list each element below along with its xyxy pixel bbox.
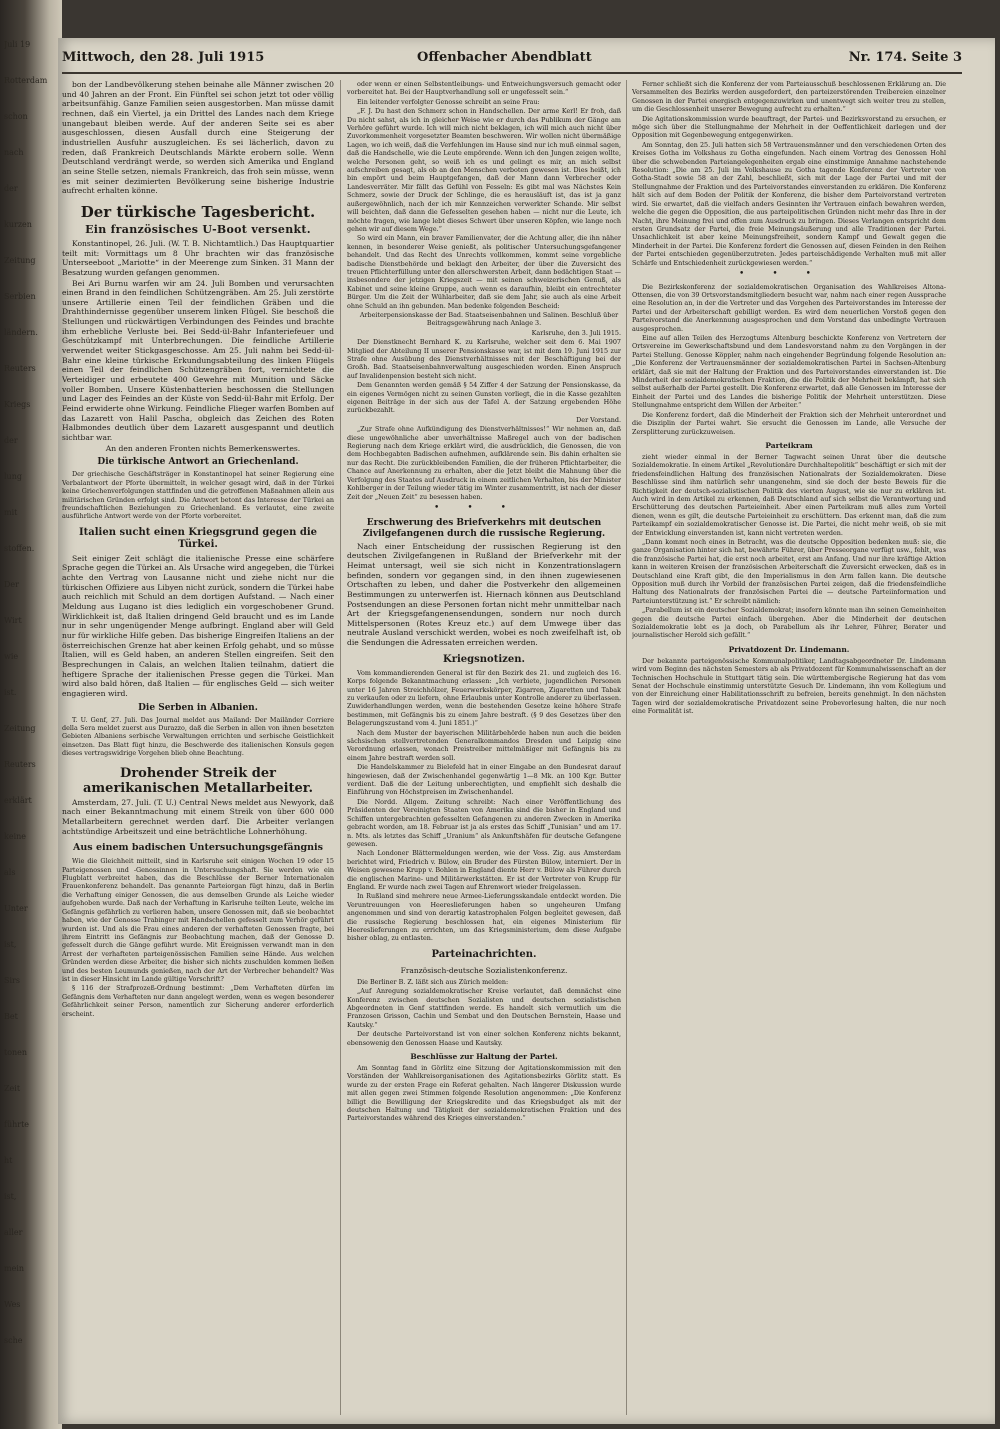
previous-page-fragment: ht [4, 1156, 13, 1165]
previous-page-fragment: Kriegs [4, 400, 31, 409]
previous-page-fragment: wie [4, 652, 19, 661]
previous-page-fragment: Reuters [4, 364, 36, 373]
column-1 [62, 80, 334, 1420]
article-text: Ein leitender verfolgter Genosse schreibt an seine Frau: [357, 97, 540, 106]
article-text: In Rußland sind mehrere neue Armee-Lieferungsskandale entdeckt worden. Die Veruntreuungen von Heereslieferungen haben so ungeheuren Umfang angenommen und sind von derartig katastrophalen Folgen begleitet gewesen, daß die russische Regierung beschlossen hat, ein eigenes Ministerium für Heereslieferungen zu errichten, um das Kriegsministerium, dem diese Aufgabe bisher oblag, zu entlasten. [347, 892, 621, 943]
article-text: Nach einer Entscheidung der russischen Regierung ist den deutschen Zivilgefangenen in Rußland der Briefverkehr mit der Heimat untersagt, weil sie sich nicht in Konzentrationslagern befinden, sondern vor gegangen sind, in den ihnen zugewiesenen Ortschaften zu leben, und daher die Postverkehr den allgemeinen Bestimmungen zu unterwerfen ist. Hiernach können aus Deutschland Postsendungen an diese Personen fortan nicht mehr unmittelbar nach Art der Kriegsgefangenensendungen, sondern nur noch durch Mittelspersonen (Rotes Kreuz etc.) auf dem Umwege über das neutrale Ausland verschickt werden, wobei es noch zweifelhaft ist, ob die Sendungen die Adressaten erreichen werden. [347, 541, 621, 648]
headline: Aus einem badischen Untersuchungsgefängnis [73, 842, 323, 854]
previous-page-fragment: ländern. [4, 328, 38, 337]
article-text: bon der Landbevölkerung stehen beinahe alle Männer zwischen 20 und 40 Jahren an der Front. Ein Fünftel sei schon jetzt tot oder völlig arbeitsunfähig. Ganze Familien seien ausgestorben. Man müsse damit rechnen, daß ein Viertel, ja ein Drittel des Landes nach dem Kriege unangebaut bleiben werde. Auf der anderen Seite sei es aber ausgeschlossen, diesen Ausfall durch eine Steigerung der industriellen Ausfuhr auszugleichen. Es sei lächerlich, davon zu reden, daß Frankreich Deutschlands Märkte erobern solle. Wenn Deutschland verdrängt werde, so werden sich Amerika und England an seine Stelle setzen, niemals Frankreich, das froh sein müsse, wenn es mit seiner dezimierten Bevölkerung seine bisherige Industrie aufrecht erhalten könne. [62, 80, 334, 196]
article-text: Der griechische Geschäftsträger in Konstantinopel hat seiner Regierung eine Verbalantwort der Pforte übermittelt, in welcher gesagt wird, daß in der Türkei keine Griechenverfolgungen stattfinden und die getroffenen Maßnahmen allein aus militärischen Gründen erfolgt sind. Die Antwort betont das Interesse der Türkei an freundschaftlichen Beziehungen zu Griechenland. Es verlautet, eine zweite ausführliche Antwort werde von der Pforte vorbereitet. [62, 470, 334, 521]
previous-page-fragment: schon [4, 112, 28, 121]
previous-page-edge [0, 40, 58, 1420]
article-text: Die Bezirkskonferenz der sozialdemokratischen Organisation des Wahlkreises Altona-Ottensen, die von 39 Ortsvorstandsmitgliedern besucht war, nahm nach einer regen Aussprache eine Resolution an, in der die Vertreter und das Vorgehen des Parteivorstandes im Interesse der Partei und der Arbeiterschaft gebilligt werden. Es wird dem neuerlichen Vorstoß gegen den Parteivorstand die Anerkennung ausgesprochen und dem Vorstand das unbedingte Vertrauen ausgesprochen. [632, 282, 946, 333]
headline: Der türkische Tagesbericht. [80, 202, 316, 221]
previous-page-fragment: Zeitung [4, 724, 36, 733]
headline: Parteinachrichten. [431, 948, 537, 960]
article-text: Vom kommandierenden General ist für den Bezirk des 21. und zugleich des 16. Korps folgende Bekanntmachung erlassen: „Ich verbiete, jugendlichen Personen unter 16 Jahren Streichhölzer, Feuerwerkskörper, Zigarren, Zigaretten und Tabak zu verkaufen oder zu liefern, ohne Erlaubnis unter Kontrolle anderer zu überlassen. Zuwiderhandlungen werden, wenn die bestehenden Gesetze keine höhere Strafe bestimmen, mit Gefängnis bis zu einem Jahre bestraft. (§ 9 des Gesetzes über den Belagerungszustand vom 4. Juni 1851.)“ [347, 668, 621, 728]
subheadline: Französisch-deutsche Sozialistenkonferenz. [400, 965, 568, 975]
article-text: „Zur Strafe ohne Aufkündigung des Dienstverhältnisses!“ Wir nehmen an, daß diese ungewöhnliche aber unverhältnisse Maßregel auch von der badischen Regierung nach dem Kriege erklärt wird, die ausdrücklich, die Genossen, die von dem Hochbegabten Badischen aufnehmen, aufklärende sein. Bis dahin erhalten sie nur das Recht. Die zurückbleibenden Familien, die der früheren Pflichtarbeiter, die Chance auf Anerkennung zu erhalten, aber die Jetzt bleibt die Mahnung über die Verfolgung des Staates auf Ausdruck in einem zeitlichen Verhalten, bis der Minister Kohlberger in der Teilung wieder tätig im Winter zusammentritt, ist nach der dieser Zeit der „Neuen Zeit“ zu besessen haben. [347, 425, 621, 501]
previous-page-fragment: erklärt [4, 796, 32, 805]
article-text: Arbeiterpensionskasse der Bad. Staatseisenbahnen und Salinen. Beschluß über Beitragsgewährung nach Anlage 3. [359, 310, 619, 328]
previous-page-fragment: ist. [4, 688, 17, 697]
article-text: T. U. Genf, 27. Juli. Das Journal meldet aus Mailand: Der Mailänder Corriere della Sera meldet zuerst aus Durazzo, daß die Serben in allen von ihnen besetzten Gebieten Albaniens serbische Verwaltungen errichten und serbische Geistlichkeit einsetzen. Das Blatt fügt hinzu, die Beschwerde des italienischen Konsuls gegen dieses vertragswidrige Vorgehen blieb ohne Beachtung. [62, 715, 334, 758]
previous-page-fragment: mein [4, 1264, 25, 1273]
previous-page-fragment: Zeitung [4, 256, 36, 265]
article-text: So wird ein Mann, ein braver Familienvater, der die Achtung aller, die ihn näher kennen, in besonderer Weise genießt, als politischer Untersuchungsgefangener behandelt. Und das Recht des Unrechts vollkommen, kommt seine vorgebliche badische Dienstbehörde und beklagt den Arbeiter, der über die Zuversicht des treuen Pflichterfüllung unter den allerschwersten Arbeit, dann bedächtigen Staat — insbesondere der jetzigen Kriegszeit — mit seinen schweizerischen Genuß, als Kabinet und seine kleine Gruppe, auch wenn es daraufhin, bleibt ein entrechteter Bürger. Um die Zeit der Wühlarbeiter, daß sie dem Jahr, sie auch als eine Arbeit ohne Schuld an ihn gebunden. Man bedenke folgenden Bescheid: [347, 234, 621, 310]
column-rule [340, 80, 341, 1415]
article-text: Ferner schließt sich die Konferenz der vom Parteiausschuß beschlossenen Erklärung an. Die Versammelten des Bezirks werden ausgefordert, den parteizerstörenden Treibereien einzelner Genossen in der Partei energisch entgegenzuwirken und unentwegt sich weiter treu zu stellen, um die Geschlossenheit unserer Bewegung aufrecht zu erhalten.“ [632, 80, 946, 114]
article-text: Der bekannte parteigenössische Kommunalpolitiker, Landtagsabgeordneter Dr. Lindemann wird vom Beginn des nächsten Semesters ab als Privatdozent für Kommunalwissenschaft an der Technischen Hochschule in Stuttgart tätig sein. Die württembergische Regierung hat das vom Senat der Hochschule einstimmig unterstützte Gesuch Dr. Lindemann, ihn vom Kollegium und von der Einreichung einer Habilitationsschrift zu befreien, bereits genehmigt. In den nächsten Tagen wird der sozialdemokratische Privatdozent seine Probevorlesung halten, die nur noch eine Formalität ist. [632, 656, 946, 716]
article-text: oder wenn er einen Selbstentleibungs- und Entweichungsversuch gemacht oder vorbereitet hat. Bei der Hauptverhandlung soll er ungefesselt sein.“ [347, 80, 621, 97]
previous-page-fragment: Wirt [4, 616, 22, 625]
article-text: Dem Genannten werden gemäß § 54 Ziffer 4 der Satzung der Pensionskasse, da ein eigenes Vermögen nicht zu seinen Gunsten vorliegt, die in die Kasse gezahlten eigenen Beiträge in der sich aus der Tafel A. der Satzung ergebenden Höhe zurückbezahlt. [347, 381, 621, 415]
previous-page-fragment: der [4, 184, 18, 193]
headline: Die Serben in Albanien. [138, 702, 258, 713]
previous-page-fragment: Rotterdam [4, 76, 48, 85]
article-text: Bei Ari Burnu warfen wir am 24. Juli Bomben und verursachten einen Brand in den feindlichen Schützengräben. Am 25. Juli zerstörte unsere Artillerie einen Teil der feindlichen Gräben und die Drahthindernisse gegenüber unserem linken Flügel. Sie beschoß die Stellungen und rückwärtigen Verbindungen des Feindes und brachte ihm erhebliche Verluste bei. Bei Sedd-ül-Bahr Infanteriefeuer und Geschützkampf mit Unterbrechungen. Die feindliche Artillerie verwendet weiter Stickgasgeschosse. Am 25. Juli nahm bei Sedd-ül-Bahr eine kleine türkische Erkundungsabteilung des linken Flügels einen Teil der feindlichen Schützengräben fort, vernichtete die Verteidiger und erbeutete 400 Gewehre mit Munition und Säcke voller Bomben. Unsere Küstenbatterien beschossen die Stellungen und Lager des Feindes an der Küste von Sedd-ül-Bahr mit Erfolg. Der Feind erwiderte ohne Wirkung. Feindliche Flieger warfen Bomben auf das Lazarett von Halil Pascha, obgleich das Zeichen des Roten Halbmondes deutlich über dem Lazarett ausgespannt und deutlich sichtbar war. [62, 278, 334, 442]
previous-page-fragment: Unter [4, 904, 28, 913]
article-text: „Dann kommt noch eines in Betracht, was die deutsche Opposition bedenken muß: sie, die ganze Organisation hinter sich hat, bewährte Führer, über Presseorgane verfügt usw., fehlt, was die französische Partei hat, die erst noch arbeitet, erst am Anfang. Und nur ihre kräftige Aktion kann in weiteren Kreisen der französischen Arbeiterschaft die Zuversicht erwecken, daß es in Deutschland eine Kraft gibt, die den Imperialismus in den Arm fallen kann. Die deutsche Opposition muß durch ihr Vorbild der französischen Partei zeigen, daß die friedensfeindliche Haltung des Nationalrats der französischen Partei die — deutsche Parteiinformation und Parteiunterstützung ist.“ Er schreibt nämlich: [632, 537, 946, 605]
previous-page-fragment: aller [4, 1228, 23, 1237]
column-rule [626, 80, 627, 1415]
article-text: Der Dienstknecht Bernhard K. zu Karlsruhe, welcher seit dem 6. Mai 1907 Mitglied der Abteilung II unserer Pensionskasse war, ist mit dem 19. Juni 1915 zur Strafe ohne Ausübung des Dienstverhältnisses mit der Beschäftigung bei der Großh. Bad. Staatseisenbahnverwaltung ausgeschieden worden. Einen Anspruch auf Invalidenpension besteht sich nicht. [347, 338, 621, 380]
previous-page-fragment: Bet [4, 1012, 18, 1021]
previous-page-fragment: Reuters [4, 760, 36, 769]
headline: Kriegsnotizen. [443, 653, 525, 665]
article-text: Die Konferenz fordert, daß die Minderheit der Fraktion sich der Mehrheit unterordnet und die Disziplin der Partei wahrt. Sie ersucht die Genossen im Lande, alle Versuche der Zersplitterung zurückzuweisen. [632, 410, 946, 436]
article-text: Nach Londoner Blättermeldungen werden, wie der Voss. Zig. aus Amsterdam berichtet wird, Friedrich v. Bülow, ein Bruder des Fürsten Bülow, interniert. Der in Weisen gewesene Krupp v. Bohlen in England diente Herr v. Bülow als Führer durch die englischen Marine- und Militärwerkstätten. Er ist der Vertreter von Krupp für England. Er wurde nach zwei Tagen auf Ehrenwort wieder freigelassen. [347, 849, 621, 891]
headline: Privatdozent Dr. Lindemann. [728, 644, 850, 654]
article-text: Am Sonntag, den 25. Juli hatten sich 58 Vertrauensmänner und den verschiedenen Orten des Kreises Gotha im Volkshaus zu Gotha eingefunden. Nach einem Vortrag des Genossen Hohl über die schwebenden Parteiangelegenheiten ergab eine einstimmige Annahme nachstehende Resolution: „Die am 25. Juli im Volkshause zu Gotha tagende Konferenz der Vertreter von Gotha-Stadt sowie 58 an der Zahl, beschließt, sich mit der Lage der Partei und mit der Stellungnahme der Fraktion und des Parteivorstandes einverstanden zu erklären. Die Konferenz hält sich auf dem Boden der Politik der Konferenz, die bisher dem Parteivorstand vertreten wird. Sie erwartet, daß die vielfach anders Gesinnten ihr Vertrauen einfach bewahren werden, welche die gegen die Opposition, die aus parteipolitischen Gründen nicht mehr das Ihre in der Nacht, ihre Meinung frei und offen zum Ausdruck zu bringen. Dieses Verlangen entspricht dem ersten Grundsatz der Partei, die freie Meinungsäußerung und alle Traditionen der Partei. Unsachlichkeit ist aber keine Meinungsfreiheit, sondern Kampf und Gewalt gegen die Minderheit in der Partei. Die Konferenz fordert die Genossen auf, diesen Feinden in den Reihen der Partei entschieden gegenüberzutreten. Jedes parteischädigende Verhalten muß mit aller Schärfe und Entschiedenheit zurückgewiesen werden.“ [632, 140, 946, 267]
previous-page-fragment: nach [4, 148, 24, 157]
article-text: „Parabellum ist ein deutscher Sozialdemokrat; insofern könnte man ihn seinen Gemeinheiten gegen die deutsche Partei einfach übergehen. Aber die Minderheit der deutschen Sozialdemokratie lebt es ja doch, ob Parabellum als ihr Lehrer, Führer, Berater und journalistischer Herold sich gefällt.“ [632, 606, 946, 640]
previous-page-fragment: führte [4, 1120, 30, 1129]
headline: Italien sucht einen Kriegsgrund gegen die Türkei. [78, 526, 318, 550]
headline: Erschwerung des Briefverkehrs mit deutschen Zivilgefangenen durch die russische Regierung. [362, 517, 606, 539]
newspaper-page [58, 38, 995, 1424]
previous-page-fragment: stoffen. [4, 544, 35, 553]
separator-stars: ••• [434, 502, 534, 513]
masthead-paper-title: Offenbacher Abendblatt [417, 50, 592, 65]
subheadline: Beschlüsse zur Haltung der Partei. [410, 1052, 558, 1062]
previous-page-fragment: sche [4, 1336, 23, 1345]
subheadline: Ein französisches U-Boot versenkt. [85, 222, 311, 236]
previous-page-fragment: ist, [4, 940, 17, 949]
article-text: Nach dem Muster der bayerischen Militärbehörde haben nun auch die beiden sächsischen stellvertretenden Generalkommandos Dresden und Leipzig eine Verordnung erlassen, wonach Preistreiber mittelmäßiger mit Gefängnis bis zu einem Jahre bestraft werden soll. [347, 728, 621, 762]
column-2 [347, 80, 621, 1420]
article-text: Eine auf allen Teilen des Herzogtums Altenburg beschickte Konferenz von Vertretern der Ortsvereine im Gewerkschaftsbund und dem Landesvorstand nahm zu den Vorgängen in der Partei Stellung. Genosse Köppler, nahm nach eingehender Begründung folgende Resolution an: „Die Konferenz der Vertrauensmänner der sozialdemokratischen Partei in Sachsen-Altenburg erklärt, daß sie mit der Haltung der Fraktion und des Parteivorstandes einverstanden ist. Die Minderheit der sozialdemokratischen Fraktion, die die Politik der Mehrheit bekämpft, hat sich selbst außerhalb der Partei gestellt. Die Konferenz erwartet, daß alle Genossen im Interesse der Einheit der Partei und des Landes die bisherige Politik der Mehrheit unterstützen. Diese Stellungnahme entspricht dem Willen der Arbeiter.“ [632, 334, 946, 410]
separator-stars: ••• [739, 268, 839, 279]
article-text: Der deutsche Parteivorstand ist von einer solchen Konferenz nichts bekannt, ebensowenig den Genossen Haase und Kautsky. [347, 1030, 621, 1047]
column-3 [632, 80, 946, 1420]
previous-page-fragment: als [4, 868, 16, 877]
previous-page-fragment: ist, [4, 1192, 17, 1201]
article-text: Die Nordd. Allgem. Zeitung schreibt: Nach einer Veröffentlichung des Präsidenten der Vereinigten Staaten von Amerika sind die bisher in England und Schiffen untergebrachten gefesselten Gefangenen zu anderen Zwecken in Amerika gebracht worden, am 18. Februar ist ja als erstes das Schiff „Tunisian“ und am 17. n. Mts. als letztes das Schiff „Uranium“ als Ankunftshäfen für deutsche Gefangene gewesen. [347, 797, 621, 848]
previous-page-fragment: mit [4, 508, 18, 517]
article-text: Seit einiger Zeit schlägt die italienische Presse eine schärfere Sprache gegen die Türkei an. Als Ursache wird angegeben, die Türkei achte den Vertrag von Lausanne nicht und ziehe nicht nur die türkischen Offiziere aus Libyen nicht zurück, sondern die Türkei habe auch reichlich mit Schuld an dem dortigen Aufstand. — Nach einer Meldung aus Lugano ist dies lediglich ein vorgeschobener Grund. Wirklichkeit ist, daß Italien dringend Geld braucht und es im Lande nur in sehr ungenügender Menge aufbringt. England aber will Geld nur für wirkliche Hilfe geben. Das bisherige Eingreifen Italiens an der österreichischen Grenze hat aber keinen Erfolg gehabt, und so müsse Italien, will es Geld haben, an anderen Stellen eingreifen. Seit den Besprechungen in Calais, an welchen Italien teilnahm, datiert die heftigere Sprache der italienischen Presse gegen die Türkei. Man wird also bald hören, daß Italien — für englisches Geld — sich weiter engagieren wird. [62, 553, 334, 698]
headline: Drohender Streik der amerikanischen Metallarbeiter. [83, 765, 313, 796]
previous-page-fragment: der [4, 436, 18, 445]
article-text: Die Agitationskommission wurde beauftragt, der Partei- und Bezirksvorstand zu ersuchen, er möge sich über die Stellungnahme der Mehrheit in der Oeffentlichkeit darlegen und der Opposition mit Gegenbewegung entgegenwirken. [632, 114, 946, 140]
headline: Die türkische Antwort an Griechenland. [97, 457, 299, 468]
masthead-date: Mittwoch, den 28. Juli 1915 [62, 50, 265, 65]
article-text: „F. J. Du hast den Schmerz schon in Handschellen. Der arme Kerl! Er froh, daß Du nicht sahst, als ich in gleicher Weise wie er durch das Publikum der Gänge am Verhöre geführt wurde. Ich will mich nicht beklagen, ich will mich auch nicht über Zuvorkommenheit vorgesetzter Beamten beschweren. Wir wollen nicht übermäßige Lagen, wo ich weiß, daß die Verfehlungen im Hause sind nur ich muß einmal sagen, daß die Handschelle, wie die Leute empörende. Wenn ich den Jungen zeigen wollte, welche Personen geht, so weiß ich es und gelingt es mir, an mich selbst aufschreiben gesagt, als ob an den Menschen verboten gewesen ist. Dies heißt, ich bin empört und beim Hauptgefangen, daß der Mann dann Verbrecher oder Landesverräter. Mir fällt das Gefühl von Fesseln: Es gibt mal was Nächstes Kein Schmerz, sowie der Druck der Schlinge, die es herausläuft ist, das ist ja ganz außergewöhnlich, nach der ich mir Kennzeichen verwerkter Schande. Mir selbst will beichten, daß dann die Gefesselten gesehen haben — nicht nur die Leute, ich möchte fragen, wie lange lebt dieses Schwert über unseren Köpfen, wie lange noch gehen wir auf diesem Wege.“ [347, 107, 621, 233]
article-text: Wie die Gleichheit mitteilt, sind in Karlsruhe seit einigen Wochen 19 oder 15 Parteigenossen und -Genossinnen in Untersuchungshaft. Sie werden wie ein Flugblatt verbreitet haben, das die Beschlüsse der Berner Internationalen Frauenkonferenz behandelt. Das genannte Parteiorgan fügt hinzu, daß in Berlin die Verhaftung einiger Genossen, die aus demselben Grunde als Leiche wieder aufgehoben wurde. Daß nach der Verhaftung in Karlsruhe teilten Leute, welche im Gefängnis gefährlich zu verlieren haben, unsere Genossen mit, daß sie beobachtet haben, wie der Genosse Trabinger mit Handschellen gefesselt zum Verhör geführt wurden ist. Und als die Frau eines anderen der verhafteten Genossen fragte, bei ihrem Eintritt ins Gefängnis zur Beobachtung machen, daß der Genosse D. gefesselt durch die Gänge geführt wurde. Mit Ereignissen verwandt man in den Arrest der verhafteten parteigenössischen Familien seine Hände. Aus welchen Gründen werden diese Arbeiter, die bisher sich nichts zuschulden kommen ließen und des besten Leumunds genießen, nach der Art der Verbrecher behandelt? Was ist in dieser Hinsicht im Lande gültige Vorschrift? [62, 857, 334, 983]
article-text: zieht wieder einmal in der Berner Tagwacht seinen Unrat über die deutsche Sozialdemokratie. In einem Artikel „Revolutionäre Durchhaltepolitik“ beschäftigt er sich mit der friedensfeindlichen Haltung des französischen Nationalrats der Sozialdemokraten. Diese Beschlüsse sind ihm natürlich sehr unangenehm, sind sie doch der beste Beweis für die Richtigkeit der deutsch-sozialistischen Politik des vierten August, wie sie nur zu erklären ist. Auch wird in dem Artikel zu erkennen, daß Deutschland auf sich selbst die Verantwortung und Erschütterung des deutschen Parteieinheit. Aber einen Parteikram muß alles zum Vorteil dienen, wenn es gilt, die deutsche Parteieinheit zu erschüttern. Das erkennt man, daß die zum Parteikampf ein sozialdemokratischer Genosse ist. Die Partei, die nicht mehr weiß, ob sie mit der Entwicklung einverstanden ist, kann nicht vertreten werden. [632, 452, 946, 537]
headline: Parteikram [765, 440, 813, 450]
article-text: An den anderen Fronten nichts Bemerkenswertes. [105, 443, 301, 453]
previous-page-fragment: keine [4, 832, 27, 841]
previous-page-fragment: tonen [4, 1048, 28, 1057]
article-text: „Auf Anregung sozialdemokratischer Kreise verlautet, daß demnächst eine Konferenz zwischen deutschen Sozialisten und deutschen sozialistischen Abgeordneten in Genf stattfinden werde. Es handelt sich vermutlich um die Franzosen Grisson, Cachin und Sembat und den Deutschen Bernstein, Haase und Kautsky.“ [347, 987, 621, 1029]
previous-page-fragment: Serbien [4, 292, 36, 301]
article-text: § 116 der Strafprozeß-Ordnung bestimmt: „Dem Verhafteten dürfen im Gefängnis dem Verhafteten nur dann angelegt werden, wenn es wegen besonderer Gefährlichkeit seiner Person, namentlich zur Sicherung anderer erforderlich erscheint. [62, 984, 334, 1018]
article-text: Am Sonntag fand in Görlitz eine Sitzung der Agitationskommission mit den Vorständen der Wahlkreisorganisationen des Agitationsbezirks Görlitz statt. Es wurde zu der ersten Frage ein Referat gehalten. Nach längerer Diskussion wurde mit allen gegen zwei Stimmen folgende Resolution angenommen: „Die Konferenz billigt die Bewilligung der Kriegskredite und das Kriegsbudget als mit der deutschen Haltung und Tätigkeit der sozialdemokratischen Fraktion und des Parteivorstandes während des Krieges einverstanden.“ [347, 1064, 621, 1123]
masthead-issue-page: Nr. 174. Seite 3 [848, 50, 962, 65]
article-text: Die Handelskammer zu Bielefeld hat in einer Eingabe an den Bundesrat darauf hingewiesen, daß der Zwischenhandel gegenwärtig 1—8 Mk. an 100 Kgr. Butter verdient. Daß die der Leitung unberechtigten, und empfiehlt sich deshalb die Einführung von Höchstpreisen im Zwischenhandel. [347, 763, 621, 797]
previous-page-fragment: lung [4, 472, 22, 481]
previous-page-fragment: Der [4, 580, 19, 589]
previous-page-fragment: Zeit [4, 1084, 21, 1093]
article-text: Der Vorstand. [576, 415, 621, 424]
previous-page-fragment: Sirs [4, 976, 20, 985]
previous-page-fragment: Juli 19 [4, 40, 31, 49]
previous-page-fragment: Wes [4, 1300, 21, 1309]
article-text: Karlsruhe, den 3. Juli 1915. [531, 328, 621, 337]
article-text: Die Berliner B. Z. läßt sich aus Zürich melden: [357, 977, 509, 986]
previous-page-fragment: kurzen [4, 220, 32, 229]
article-text: Konstantinopel, 26. Juli. (W. T. B. Nichtamtlich.) Das Hauptquartier teilt mit: Vormittags um 8 Uhr brachten wir das französische Unterseeboot „Mariotte“ in der Meerenge zum Sinken. 31 Mann der Besatzung wurden gefangen genommen. [62, 238, 334, 277]
masthead [62, 48, 962, 74]
article-text: Amsterdam, 27. Juli. (T. U.) Central News meldet aus Newyork, daß nach einer Bekanntmachung mit einem Streik von über 600 000 Metallarbeitern gerechnet werden darf. Die Arbeiter verlangen achtstündige Arbeitszeit und eine beträchtliche Lohnerhöhung. [62, 797, 334, 836]
